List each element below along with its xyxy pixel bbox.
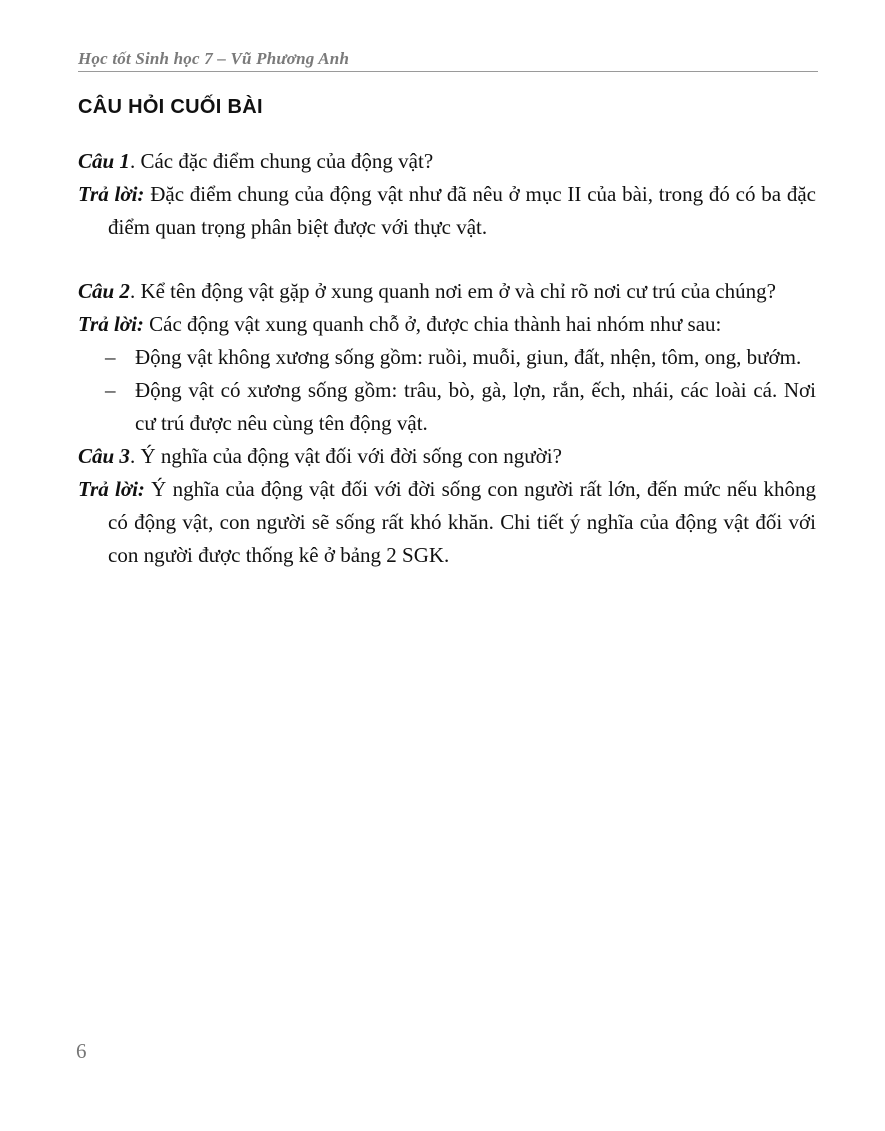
question-2-label: Câu 2 (78, 279, 130, 303)
paragraph-gap (78, 244, 816, 275)
list-item-text: Động vật không xương sống gồm: ruồi, muỗi, giun, đất, nhện, tôm, ong, bướm. (135, 345, 802, 369)
dash-marker: – (105, 345, 116, 369)
running-header-text: Học tốt Sinh học 7 – Vũ Phương Anh (78, 49, 350, 68)
answer-2-bullet-list (78, 341, 816, 440)
answer-3-label: Trả lời: (78, 477, 145, 501)
answer-1-label: Trả lời: (78, 182, 145, 206)
answer-1-text: Đặc điểm chung của động vật như đã nêu ở mục II của bài, trong đó có ba đặc điểm quan trọng phân biệt được với thực vật. (108, 182, 817, 239)
running-header (78, 49, 818, 72)
answer-3 (78, 473, 816, 572)
list-item (78, 374, 816, 440)
answer-3-text: Ý nghĩa của động vật đối với đời sống con người rất lớn, đến mức nếu không có động vật, con người sẽ sống rất khó khăn. Chi tiết ý nghĩa của động vật đối với con người được thống kê ở bảng 2 SGK. (108, 477, 816, 567)
list-item (78, 341, 816, 374)
answer-2 (78, 308, 816, 341)
dash-marker: – (105, 378, 116, 402)
question-1-text: . Các đặc điểm chung của động vật? (129, 149, 434, 173)
list-item-text: Động vật có xương sống gồm: trâu, bò, gà, lợn, rắn, ếch, nhái, các loài cá. Nơi cư trú được nêu cùng tên động vật. (135, 378, 816, 435)
question-3-label: Câu 3 (78, 444, 130, 468)
section-title: CÂU HỎI CUỐI BÀI (78, 96, 263, 118)
answer-2-label: Trả lời: (78, 312, 144, 336)
page-number: 6 (76, 1039, 87, 1063)
question-1 (78, 145, 816, 178)
question-2-text: . Kể tên động vật gặp ở xung quanh nơi em ở và chỉ rõ nơi cư trú của chúng? (129, 279, 776, 303)
questions-content (78, 145, 816, 572)
answer-1 (78, 178, 816, 244)
question-3 (78, 440, 816, 473)
question-3-text: . Ý nghĩa của động vật đối với đời sống con người? (129, 444, 562, 468)
question-2 (78, 275, 816, 308)
answer-2-text: Các động vật xung quanh chỗ ở, được chia thành hai nhóm như sau: (143, 312, 722, 336)
question-1-label: Câu 1 (78, 149, 130, 173)
